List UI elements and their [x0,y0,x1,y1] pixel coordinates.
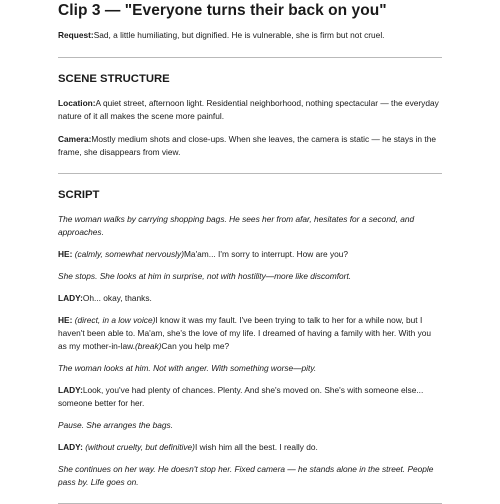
dialogue-lady [58,292,442,305]
stage-direction: The woman walks by carrying shopping bags. He sees her from afar, hesitates for a second, and approaches. [58,214,415,237]
parenthetical: (calmly, somewhat nervously) [74,249,184,259]
camera-text: Mostly medium shots and close-ups. When she leaves, the camera is static — he stays in the frame, she disappears from view. [58,134,436,157]
request-text: Sad, a little humiliating, but dignified. He is vulnerable, she is firm but not cruel. [93,30,385,40]
parenthetical: (break) [134,341,162,351]
dialogue-text: Oh... okay, thanks. [82,293,152,303]
divider [58,57,442,58]
dialogue-text: Look, you've had plenty of chances. Plenty. And she's moved on. She's with someone else... someone better for her. [58,385,424,408]
script-heading: SCRIPT [58,189,100,201]
dialogue-he [58,248,442,261]
dialogue-text: Ma'am... I'm sorry to interrupt. How are you? [183,249,349,259]
page-title: Clip 3 — "Everyone turns their back on you" [58,2,387,19]
scene-structure-heading: SCENE STRUCTURE [58,73,170,85]
speaker-label: HE: [58,315,73,325]
camera-paragraph [58,133,442,159]
speaker-label: LADY: [58,385,83,395]
stage-direction: She stops. She looks at him in surprise, not with hostility—more like discomfort. [58,271,352,281]
speaker-label: LADY: [58,293,83,303]
location-paragraph [58,97,442,123]
stage-direction: Pause. She arranges the bags. [58,420,174,430]
parenthetical: (without cruelty, but definitive) [85,442,195,452]
dialogue-lady [58,384,442,410]
speaker-label: LADY: [58,442,83,452]
stage-direction: She continues on her way. He doesn't stop her. Fixed camera — he stands alone in the street. People pass by. Life goes on. [58,464,434,487]
dialogue-text: I wish him all the best. I really do. [194,442,318,452]
request-line [58,29,442,42]
dialogue-he [58,314,442,353]
dialogue-text: I know it was my fault. I've been trying to talk to her for a while now, but I haven't been able to. Ma'am, she's the love of my life. I dreamed of having a family with her. With you as my mother-in-law. [58,315,432,351]
request-label: Request: [58,30,94,40]
speaker-label: HE: [58,249,73,259]
dialogue-lady [58,441,442,454]
dialogue-text: Can you help me? [161,341,230,351]
location-label: Location: [58,98,96,108]
divider [58,173,442,174]
parenthetical: (direct, in a low voice) [74,315,156,325]
stage-direction: The woman looks at him. Not with anger. With something worse—pity. [58,363,317,373]
location-text: A quiet street, afternoon light. Residential neighborhood, nothing spectacular — the everyday nature of it all makes the scene more painful. [58,98,439,121]
camera-label: Camera: [58,134,92,144]
